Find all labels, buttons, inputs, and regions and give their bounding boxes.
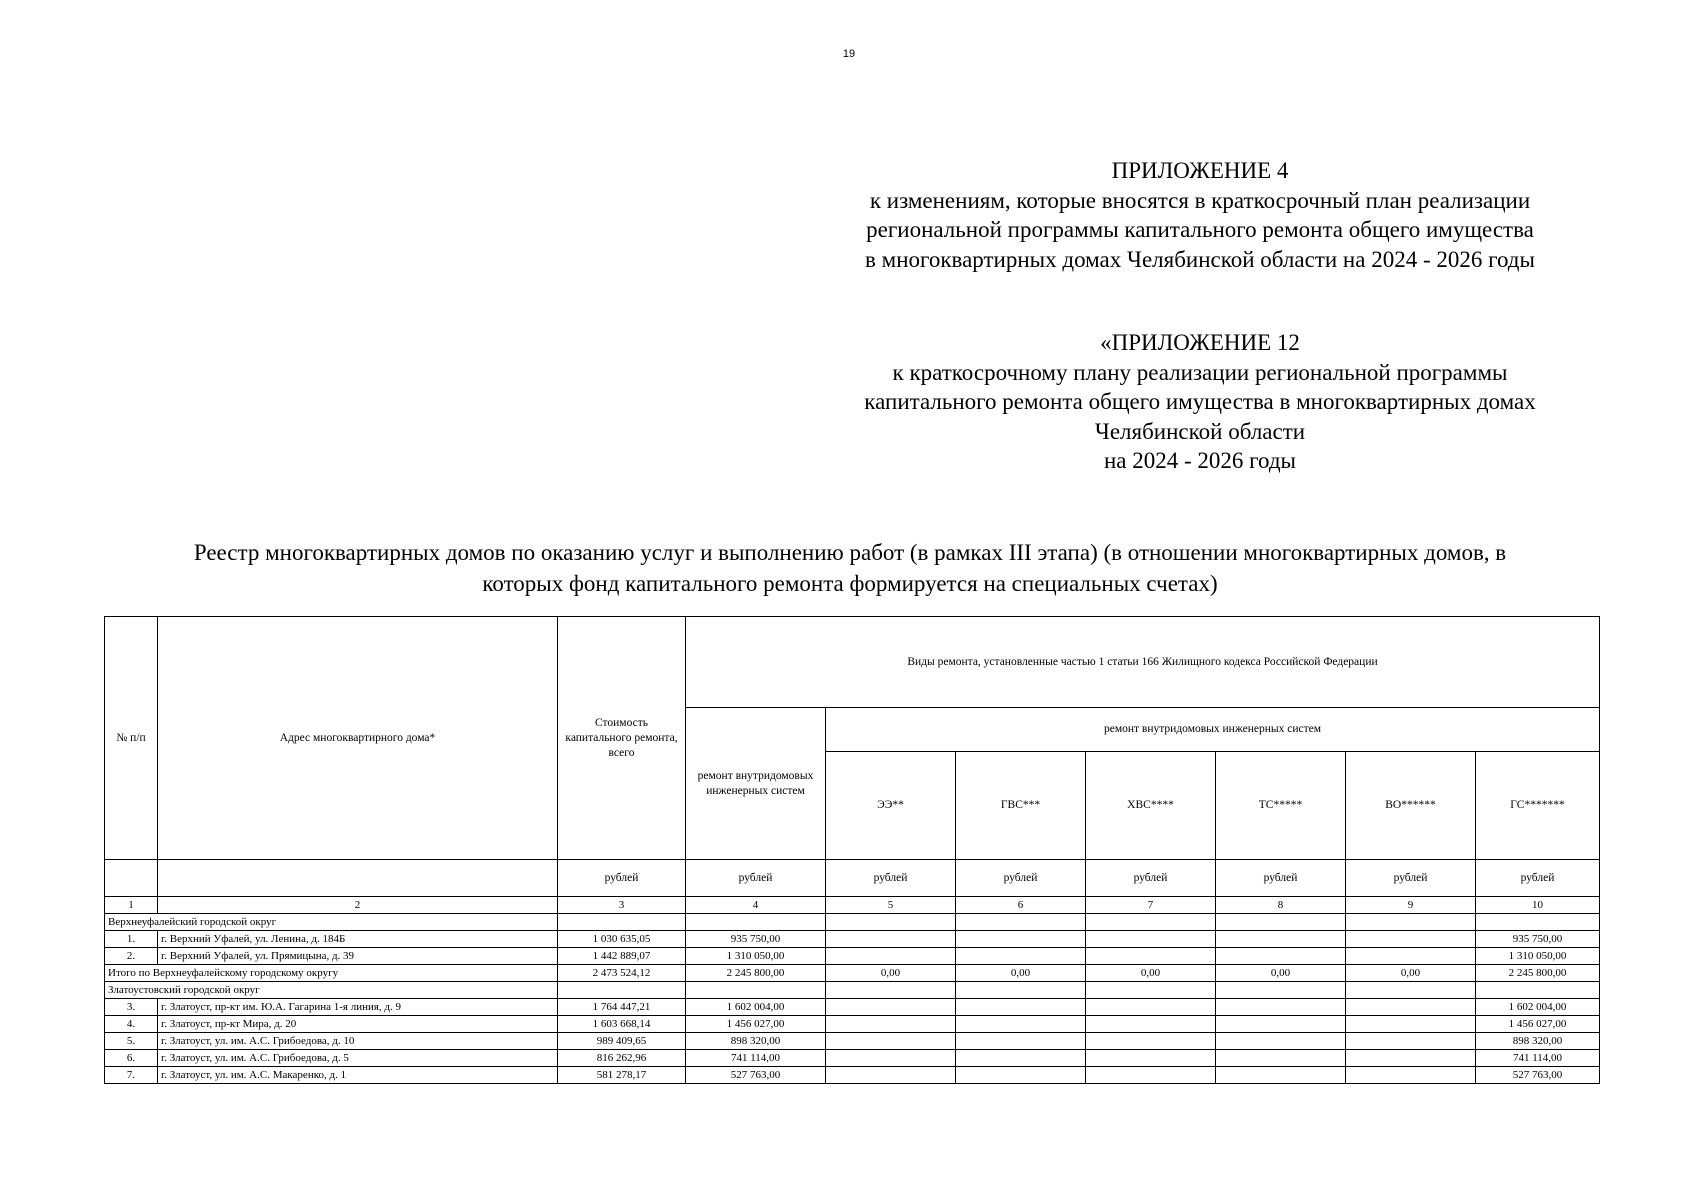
empty-cell (1476, 982, 1600, 999)
total-label: Итого по Верхнеуфалейскому городскому округу (105, 965, 558, 982)
cell-vo (1346, 999, 1476, 1016)
registry-title-line: Реестр многоквартирных домов по оказанию услуг и выполнению работ (в рамках III этапа) (в отношении многоквартирных домов, в (193, 540, 1507, 565)
cell-ee (826, 1033, 956, 1050)
row-number: 4. (105, 1016, 158, 1033)
appendix-12-line: к краткосрочному плану реализации региональной программы (892, 359, 1508, 385)
total-internal: 2 245 800,00 (686, 965, 826, 982)
column-number: 5 (826, 897, 956, 914)
cell-vo (1346, 1067, 1476, 1084)
row-number: 3. (105, 999, 158, 1016)
header-ee: ЭЭ** (826, 752, 956, 860)
cell-gs: 1 602 004,00 (1476, 999, 1600, 1016)
unit-cell: рублей (686, 860, 826, 897)
cell-gs: 1 310 050,00 (1476, 948, 1600, 965)
group-row (105, 914, 1600, 931)
row-address: г. Златоуст, ул. им. А.С. Грибоедова, д. 10 (158, 1033, 558, 1050)
empty-cell (1476, 914, 1600, 931)
table-row (105, 1050, 1600, 1067)
appendix-4-title: ПРИЛОЖЕНИЕ 4 (1111, 158, 1289, 183)
empty-cell (1216, 914, 1346, 931)
cell-vo (1346, 931, 1476, 948)
header-ts: ТС***** (1216, 752, 1346, 860)
unit-cell: рублей (1086, 860, 1216, 897)
row-number: 6. (105, 1050, 158, 1067)
appendix-12-line: на 2024 - 2026 годы (1103, 448, 1297, 473)
unit-cell: рублей (1216, 860, 1346, 897)
cell-ee (826, 931, 956, 948)
cell-ee (826, 1050, 956, 1067)
cell-internal: 935 750,00 (686, 931, 826, 948)
cell-internal: 898 320,00 (686, 1033, 826, 1050)
empty-cell (956, 914, 1086, 931)
empty-cell (826, 982, 956, 999)
registry-table (104, 616, 1600, 1084)
cell-vo (1346, 948, 1476, 965)
table-row (105, 1033, 1600, 1050)
empty-cell (558, 914, 686, 931)
appendix-4-line: к изменениям, которые вносятся в краткосрочный план реализации (869, 187, 1531, 213)
cell-total: 816 262,96 (558, 1050, 686, 1067)
total-ee: 0,00 (826, 965, 956, 982)
cell-ts (1216, 1033, 1346, 1050)
header-cost: Стоимость капитального ремонта, всего (558, 617, 686, 860)
column-number: 3 (558, 897, 686, 914)
cell-internal: 1 602 004,00 (686, 999, 826, 1016)
column-number: 6 (956, 897, 1086, 914)
unit-cell-num (105, 860, 158, 897)
header-gs: ГС******* (1476, 752, 1600, 860)
cell-internal: 741 114,00 (686, 1050, 826, 1067)
header-internal-systems-repair: ремонт внутридомовых инженерных систем (686, 708, 826, 860)
unit-cell: рублей (826, 860, 956, 897)
header-internal-systems-group: ремонт внутридомовых инженерных систем (826, 708, 1600, 752)
unit-cell-address (158, 860, 558, 897)
empty-cell (1346, 982, 1476, 999)
table-row (105, 999, 1600, 1016)
empty-cell (1086, 914, 1216, 931)
cell-ee (826, 948, 956, 965)
total-vo: 0,00 (1346, 965, 1476, 982)
cell-gvs (956, 999, 1086, 1016)
cell-gvs (956, 1016, 1086, 1033)
registry-title (100, 537, 1600, 599)
cell-ts (1216, 1067, 1346, 1084)
cell-total: 1 030 635,05 (558, 931, 686, 948)
column-number: 9 (1346, 897, 1476, 914)
cell-gvs (956, 1050, 1086, 1067)
cell-ts (1216, 999, 1346, 1016)
total-total: 2 473 524,12 (558, 965, 686, 982)
column-number: 4 (686, 897, 826, 914)
appendix-4-line: в многоквартирных домах Челябинской области на 2024 - 2026 годы (865, 246, 1535, 272)
cell-ts (1216, 1016, 1346, 1033)
row-number: 5. (105, 1033, 158, 1050)
empty-cell (1346, 914, 1476, 931)
row-number: 1. (105, 931, 158, 948)
unit-cell: рублей (558, 860, 686, 897)
row-address: г. Златоуст, ул. им. А.С. Макаренко, д. 1 (158, 1067, 558, 1084)
appendix-12-line: капитального ремонта общего имущества в многоквартирных домах (864, 389, 1536, 414)
total-ts: 0,00 (1216, 965, 1346, 982)
cell-gvs (956, 948, 1086, 965)
table-body (105, 897, 1600, 1084)
total-hvs: 0,00 (1086, 965, 1216, 982)
header-vo: ВО****** (1346, 752, 1476, 860)
header-hvs: ХВС**** (1086, 752, 1216, 860)
header-repair-types: Виды ремонта, установленные частью 1 статьи 166 Жилищного кодекса Российской Федерации (686, 617, 1600, 708)
unit-cell: рублей (1476, 860, 1600, 897)
cell-ee (826, 1016, 956, 1033)
empty-cell (1216, 982, 1346, 999)
total-gvs: 0,00 (956, 965, 1086, 982)
total-gs: 2 245 800,00 (1476, 965, 1600, 982)
row-address: г. Златоуст, ул. им. А.С. Грибоедова, д. 5 (158, 1050, 558, 1067)
table-row (105, 1016, 1600, 1033)
cell-ee (826, 999, 956, 1016)
registry-title-line: которых фонд капитального ремонта формируется на специальных счетах) (482, 571, 1218, 596)
unit-cell: рублей (1346, 860, 1476, 897)
header-gvs: ГВС*** (956, 752, 1086, 860)
header-address: Адрес многоквартирного дома* (158, 617, 558, 860)
cell-gs: 1 456 027,00 (1476, 1016, 1600, 1033)
column-number: 1 (105, 897, 158, 914)
row-number: 2. (105, 948, 158, 965)
cell-gs: 527 763,00 (1476, 1067, 1600, 1084)
empty-cell (826, 914, 956, 931)
cell-hvs (1086, 1050, 1216, 1067)
appendix-12-line: Челябинской области (1094, 418, 1306, 444)
group-name: Верхнеуфалейский городской округ (105, 914, 558, 931)
cell-internal: 527 763,00 (686, 1067, 826, 1084)
appendix-4-heading (820, 156, 1580, 274)
cell-internal: 1 310 050,00 (686, 948, 826, 965)
appendix-12-heading (820, 328, 1580, 476)
cell-hvs (1086, 999, 1216, 1016)
table-row (105, 931, 1600, 948)
cell-hvs (1086, 1067, 1216, 1084)
cell-hvs (1086, 931, 1216, 948)
empty-cell (686, 914, 826, 931)
column-numbers-row (105, 897, 1600, 914)
cell-hvs (1086, 948, 1216, 965)
cell-ts (1216, 931, 1346, 948)
appendix-4-line: региональной программы капитального ремонта общего имущества (866, 217, 1534, 242)
cell-gs: 935 750,00 (1476, 931, 1600, 948)
empty-cell (686, 982, 826, 999)
cell-total: 989 409,65 (558, 1033, 686, 1050)
cell-ts (1216, 1050, 1346, 1067)
cell-vo (1346, 1033, 1476, 1050)
cell-total: 1 603 668,14 (558, 1016, 686, 1033)
cell-gs: 898 320,00 (1476, 1033, 1600, 1050)
cell-gs: 741 114,00 (1476, 1050, 1600, 1067)
empty-cell (1086, 982, 1216, 999)
cell-vo (1346, 1016, 1476, 1033)
group-name: Златоустовский городской округ (105, 982, 558, 999)
cell-hvs (1086, 1016, 1216, 1033)
row-address: г. Златоуст, пр-кт Мира, д. 20 (158, 1016, 558, 1033)
table-header (105, 617, 1600, 897)
cell-total: 1 442 889,07 (558, 948, 686, 965)
column-number: 8 (1216, 897, 1346, 914)
row-address: г. Верхний Уфалей, ул. Ленина, д. 184Б (158, 931, 558, 948)
cell-gvs (956, 931, 1086, 948)
column-number: 2 (158, 897, 558, 914)
column-number: 7 (1086, 897, 1216, 914)
page-number: 19 (842, 48, 856, 60)
cell-internal: 1 456 027,00 (686, 1016, 826, 1033)
empty-cell (558, 982, 686, 999)
appendix-12-title: «ПРИЛОЖЕНИЕ 12 (1100, 330, 1300, 355)
table-row (105, 1067, 1600, 1084)
cell-ts (1216, 948, 1346, 965)
row-address: г. Верхний Уфалей, ул. Прямицына, д. 39 (158, 948, 558, 965)
cell-total: 1 764 447,21 (558, 999, 686, 1016)
cell-hvs (1086, 1033, 1216, 1050)
total-row (105, 965, 1600, 982)
table-row (105, 948, 1600, 965)
row-number: 7. (105, 1067, 158, 1084)
header-num: № п/п (105, 617, 158, 860)
cell-total: 581 278,17 (558, 1067, 686, 1084)
cell-vo (1346, 1050, 1476, 1067)
cell-ee (826, 1067, 956, 1084)
column-number: 10 (1476, 897, 1600, 914)
cell-gvs (956, 1067, 1086, 1084)
empty-cell (956, 982, 1086, 999)
unit-cell: рублей (956, 860, 1086, 897)
row-address: г. Златоуст, пр-кт им. Ю.А. Гагарина 1-я линия, д. 9 (158, 999, 558, 1016)
cell-gvs (956, 1033, 1086, 1050)
group-row (105, 982, 1600, 999)
